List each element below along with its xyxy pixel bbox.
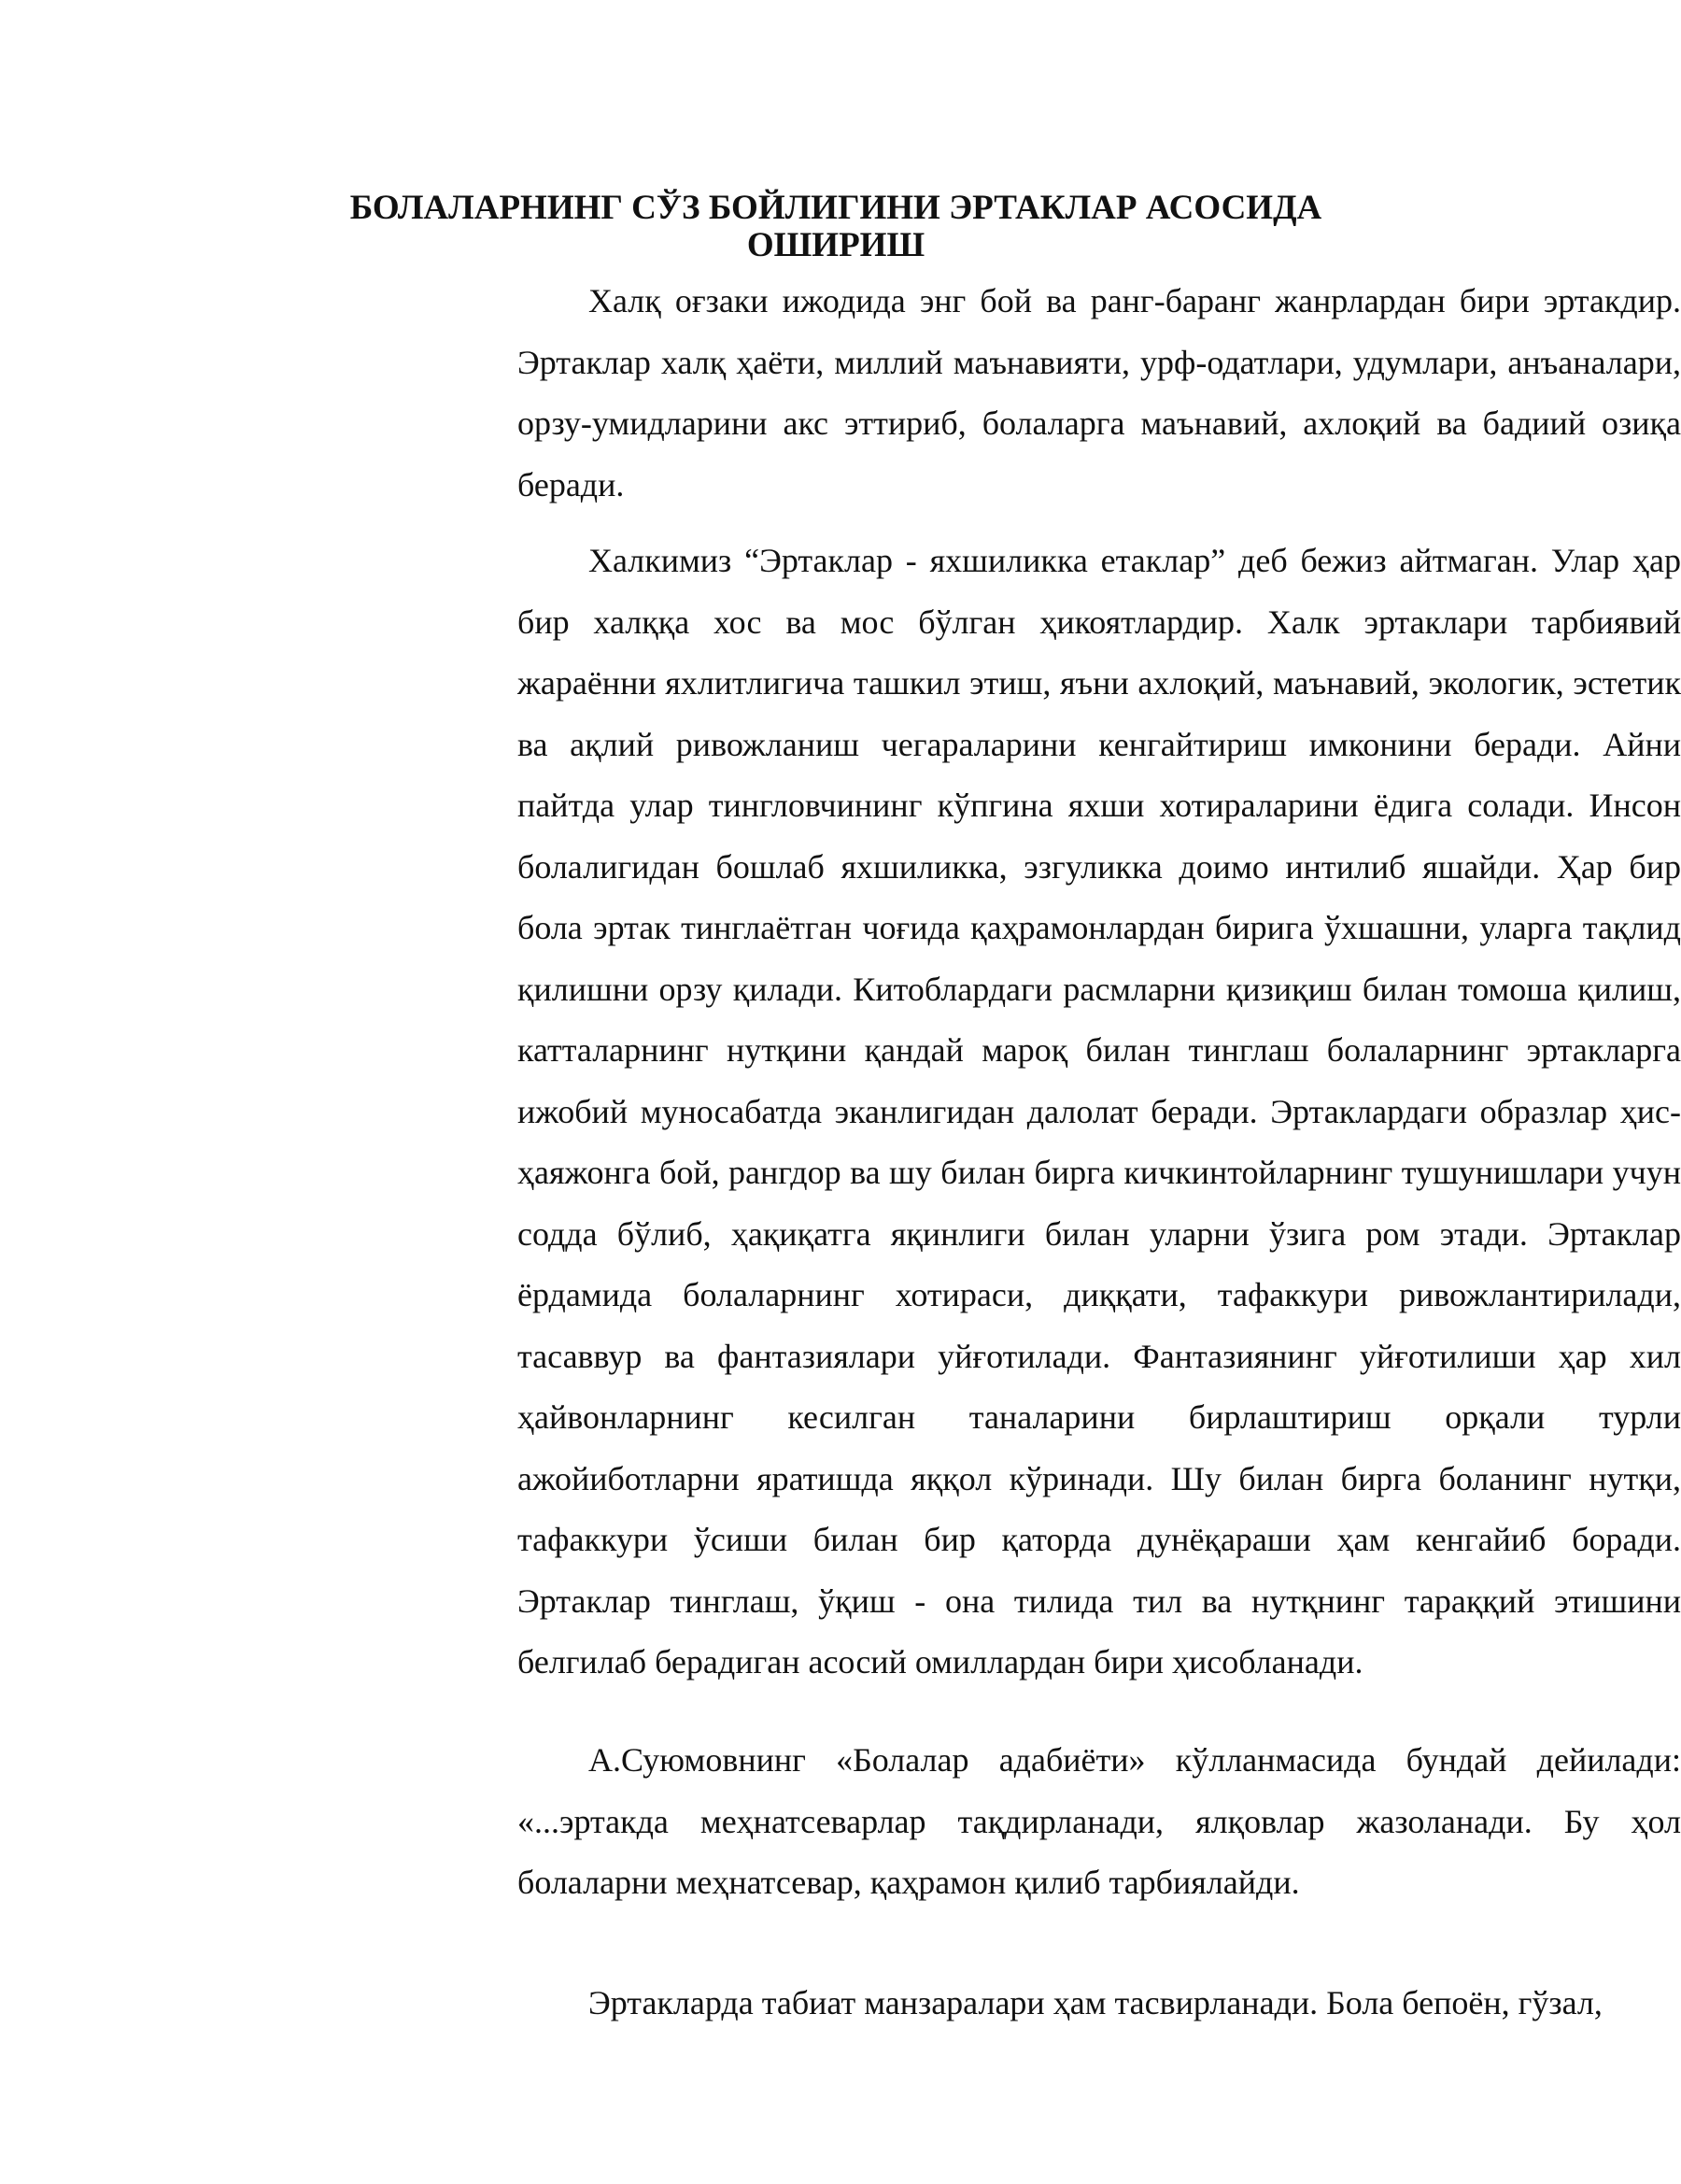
document-title-line-1: БОЛАЛАРНИНГ СЎЗ БОЙЛИГИНИ ЭРТАКЛАР АСОСИДА (349, 189, 1322, 227)
document-title-line-2: ОШИРИШ (746, 226, 925, 264)
paragraph-4: Эртакларда табиат манзаралари ҳам тасвирланади. Бола бепоён, гўзал, (588, 1984, 1603, 2021)
paragraph-3: А.Суюмовнинг «Болалар адабиёти» кўлланмасида бундай дейилади: «...эртакда меҳнатсеварлар тақдирланади, ялқовлар жазоланади. Бу ҳол болаларни меҳнатсевар, қаҳрамон қилиб тарбиялайди. (517, 1741, 1681, 1901)
paragraph-1: Халқ оғзаки ижодида энг бой ва ранг-баранг жанрлардан бири эртакдир. Эртаклар халқ ҳаёти, миллий маънавияти, урф-одатлари, удумлари, анъаналари, орзу-умидларини акс эттириб, болаларга маънавий, ахлоқий ва бадиий озиқа беради. (517, 282, 1681, 503)
paragraph-2: Халкимиз “Эртаклар - яхшиликка етаклар” деб бежиз айтмаган. Улар ҳар бир халққа хос ва мос бўлган ҳикоятлардир. Халк эртаклари тарбиявий жараённи яхлитлигича ташкил этиш, яъни ахлоқий, маънавий, экологик, эстетик ва ақлий ривожланиш чегараларини кенгайтириш имконини беради. Айни пайтда улар тингловчининг кўпгина яхши хотираларини ёдига солади. Инсон болалигидан бошлаб яхшиликка, эзгуликка доимо интилиб яшайди. Ҳар бир бола эртак тинглаётган чоғида қаҳрамонлардан бирига ўхшашни, уларга тақлид қилишни орзу қилади. Китоблардаги расмларни қизиқиш билан томоша қилиш, катталарнинг нутқини қандай мароқ билан тинглаш болаларнинг эртакларга ижобий муносабатда эканлигидан далолат беради. Эртаклардаги образлар ҳис-ҳаяжонга бой, рангдор ва шу билан бирга кичкинтойларнинг тушунишлари учун содда бўлиб, ҳақиқатга яқинлиги билан уларни ўзига ром этади. Эртаклар ёрдамида болаларнинг хотираси, диққати, тафаккури ривожлантирилади, тасаввур ва фантазиялари уйғотилади. Фантазиянинг уйғотилиши ҳар хил ҳайвонларнинг кесилган таналарини бирлаштириш орқали турли ажойиботларни яратишда яққол кўринади. Шу билан бирга боланинг нутқи, тафаккури ўсиши билан бир қаторда дунёқараши ҳам кенгайиб боради. Эртаклар тинглаш, ўқиш - она тилида тил ва нутқнинг тараққий этишини белгилаб берадиган асосий омиллардан бири ҳисобланади. (517, 542, 1681, 1681)
